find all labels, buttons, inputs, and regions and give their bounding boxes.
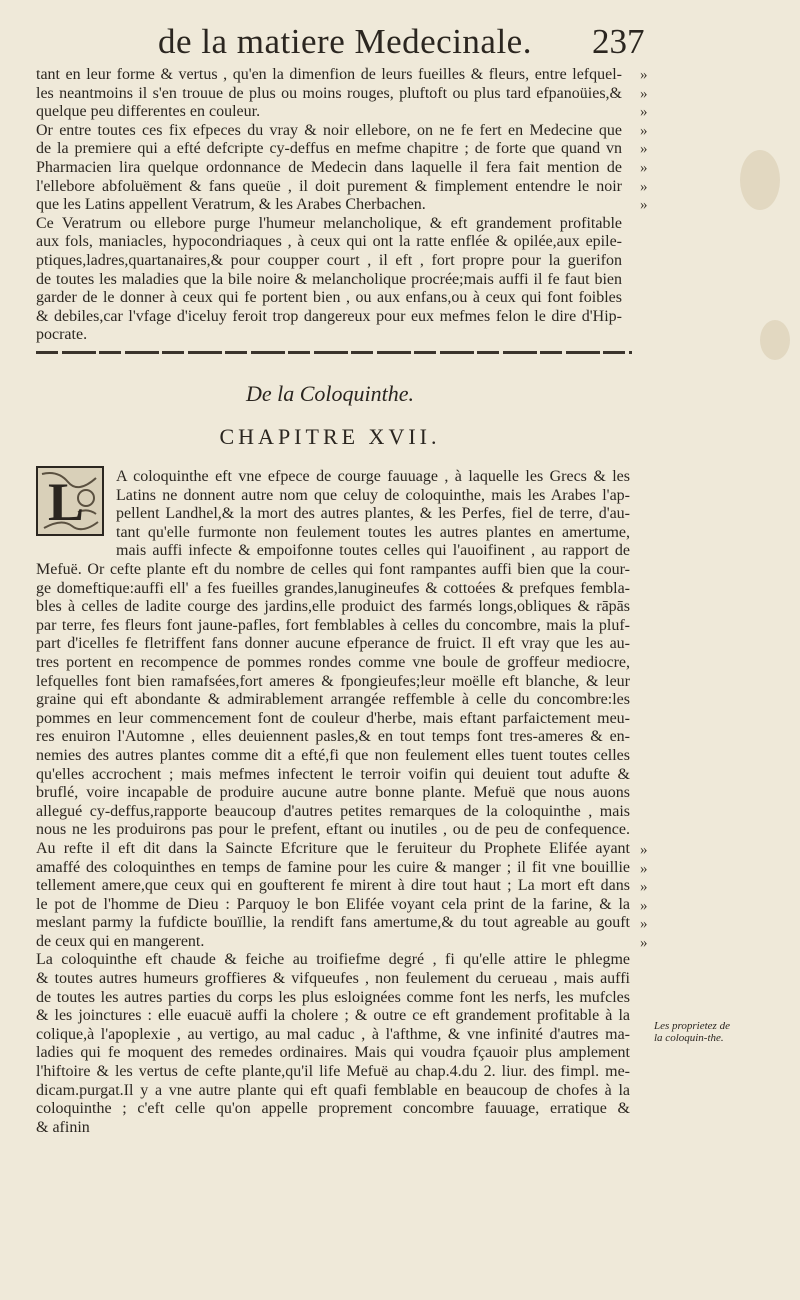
quotation-mark: »	[640, 934, 648, 951]
quotation-mark: »	[640, 85, 648, 102]
text-line: bruflé, voire incapable de produire aucune autre bonne plante. Mefuë que nous auons	[36, 784, 630, 802]
ornamental-rule	[36, 351, 632, 354]
text-line: Au refte il eft dit dans la Saincte Efcriture que le feruiteur du Prophete Elifée ayant	[36, 839, 630, 857]
paper-stain	[740, 150, 780, 210]
quotation-marks-column	[640, 841, 664, 953]
quotation-mark: »	[640, 197, 648, 214]
text-line: lefquelles font bien ramafsées,fort ameres & fpongieufes;leur moëlle eft blanche, & leur	[36, 672, 630, 690]
text-line: colique,à l'apoplexie , au vertigo, au mal caduc , à l'afthme, & vne infinité d'autres ma-	[36, 1025, 630, 1043]
quotation-mark: »	[640, 860, 648, 877]
text-line: quelque peu differentes en couleur.	[36, 103, 261, 121]
text-line: mais auffi infecte & empoifonne toutes celles qui l'auoifinent , au rapport de	[116, 542, 630, 560]
text-line: qu'elles accrochent ; mais mefmes infectent le terroir voifin qui deuient tout adufte &	[36, 765, 630, 783]
text-line: nous ne les produirons pas pour le prefent, eftant ou inutiles , ou de peu de confequence.	[36, 821, 630, 839]
text-line: les neantmoins il s'en trouue de plus ou moins rouges, pluftoft ou plus tard efpanoüies,&	[36, 84, 622, 102]
text-line: & les joinctures : elle euacuë auffi la cholere ; & outre ce eft grandement profitable à la	[36, 1007, 630, 1025]
running-title: de la matiere Medecinale.	[158, 22, 532, 61]
text-line: tant en leur forme & vertus , qu'en la dimenfion de leurs fueilles & fleurs, entre lefquel-	[36, 66, 622, 83]
text-line: allegué cy-deffus,rapporte beaucoup d'autres petites remarques de la coloquinthe , mais	[36, 802, 630, 820]
quotation-mark: »	[640, 842, 648, 858]
text-line: Pharmacien lira quelque ordonnance de Medecin dans laquelle il fera fait mention de	[36, 158, 622, 176]
text-line: bles à celles de ladite courge des jardins,elle produict des farmés longs,obliques & rāpās	[36, 598, 630, 616]
text-line: res enuiron l'Automne , elles deuiennent pasles,& en tout temps font tres-ameres & en-	[36, 728, 630, 746]
text-line: de la premiere qui a efté defcripte cy-deffus en mefme chapitre ; de forte que quand vn	[36, 140, 622, 158]
quotation-mark: »	[640, 879, 648, 896]
text-line: coloquinthe ; c'eft celle qu'on appelle proprement concombre fauuage, erratique &	[36, 1100, 630, 1118]
text-line: nemies des autres plantes comme dit a efté,fi que non feulement elles tuent toutes celles	[36, 746, 630, 764]
quotation-mark: »	[640, 178, 648, 195]
text-line: l'hiftoire & les vertus de cefte plante,qu'il life Mefuë au chap.4.du 2. liur. des fimpl. me-	[36, 1063, 630, 1081]
text-line: meslant parmy la fufdicte bouïllie, la rendift fans amertume,& du tout agreable au gouft	[36, 914, 630, 932]
page-number: 237	[592, 22, 645, 61]
quotation-mark: »	[640, 104, 648, 121]
text-line: garder de le donner à ceux qui fe portent bien , ou aux enfans,ou à ceux qui font foibles	[36, 289, 622, 307]
text-line: pommes en leur commencement font de couleur d'herbe, mais eftant parfaictement meu-	[36, 709, 630, 727]
text-line: de ceux qui en mangerent.	[36, 932, 205, 950]
decorated-initial	[36, 466, 104, 536]
text-line: ge domeftique:auffi ell' a fes fueilles grandes,lanugineufes & cottoées & prefques fembla-	[36, 579, 630, 597]
text-line: tellement amere,que ceux qui en goufterent fe mirent à dire tout haut ; La mort eft dans	[36, 877, 630, 895]
margin-note: Les proprietez de la coloquin-the.	[654, 1020, 730, 1044]
text-line: pocrate.	[36, 326, 88, 344]
text-line: Latins ne donnent autre nom que celuy de coloquinthe, mais les Arabes l'ap-	[116, 486, 630, 504]
paragraph-ellebore	[36, 66, 622, 345]
text-line: aux fols, maniacles, hypocondriaques , à ceux qui ont la ratte enflée & opilée,aux epile-	[36, 233, 622, 251]
quotation-mark: »	[640, 159, 648, 176]
quotation-marks-column	[640, 66, 664, 215]
quotation-mark: »	[640, 67, 648, 83]
text-line: Or entre toutes ces fix efpeces du vray & noir ellebore, on ne fe fert en Medecine que	[36, 121, 622, 139]
text-line: ladies qui fe moquent des remedes ordinaires. Mais qui voudra fçauoir plus amplement	[36, 1044, 630, 1062]
text-line: amaffé des coloquinthes en temps de famine pour les cuire & manger ; il fit vne bouillie	[36, 858, 630, 876]
text-line: & debiles,car l'vfage d'iceluy feroit trop dangereux pour eux mefmes felon le dire d'Hip-	[36, 307, 622, 325]
text-line: Ce Veratrum ou ellebore purge l'humeur melancholique, & eft grandement profitable	[36, 214, 622, 232]
text-line: & afinin	[36, 1118, 90, 1136]
text-line: & toutes autres humeurs groffieres & vifqueufes , non feulement du cerueau , mais auffi	[36, 970, 630, 988]
text-line: ptiques,ladres,quartanaires,& pour coupper court , il eft , fort propre pour la guerifon	[36, 251, 622, 269]
text-line: part d'icelles fe fletriffent fans donner aucune efperance de fruict. Il eft vray que les au-	[36, 635, 630, 653]
initial-letter: L	[48, 472, 85, 532]
text-line: par terre, fes fleurs font jaune-pafles, fort femblables à celles du concombre, mais la pluf-	[36, 616, 630, 634]
text-line: que les Latins appellent Veratrum, & les Arabes Cherbachen.	[36, 196, 426, 214]
text-line: Mefuë. Or cefte plante eft du nombre de celles qui font rampantes auffi bien que la cour-	[36, 561, 630, 578]
text-line: tant qu'elle furmonte non feulement toutes les autres plantes en amertume,	[116, 523, 630, 541]
text-line: l'ellebore abfoluëment & fans queüe , il doit purement & fimplement entendre le noir	[36, 177, 622, 195]
paragraph-coloquinthe	[36, 561, 630, 1137]
quotation-mark: »	[640, 916, 648, 933]
quotation-mark: »	[640, 122, 648, 139]
section-title: De la Coloquinthe.	[245, 381, 415, 406]
text-line: le pot de l'homme de Dieu : Parquoy le bon Elifée voyant cela print de la farine, & la	[36, 895, 630, 913]
chapter-title: CHAPITRE XVII.	[219, 424, 441, 449]
text-line: de toutes les autres parties du corps les plus esloignées comme font les nerfs, les mufcles	[36, 988, 630, 1006]
text-line: dicam.purgat.Il y a vne autre plante qui eft quafi femblable en beaucoup de chofes à la	[36, 1081, 630, 1099]
text-line: La coloquinthe eft chaude & feiche au troifiefme degré , fi qu'elle attire le phlegme	[36, 951, 630, 969]
paper-stain	[760, 320, 790, 360]
text-line: pellent Landhel,& la mort des autres plantes, & les Perfes, fiel de terre, d'au-	[116, 505, 630, 523]
text-line: A coloquinthe eft vne efpece de courge fauuage , à laquelle les Grecs & les	[116, 468, 630, 485]
text-line: tres portent en recompence de pommes rondes comme vne boule de groffeur mediocre,	[36, 653, 630, 671]
text-line: graine qui eft abondante & admirablement arrangée reffemble à celle du concombre:les	[36, 691, 630, 709]
quotation-mark: »	[640, 897, 648, 914]
paragraph-coloquinthe-intro	[116, 468, 630, 561]
text-line: de toutes les maladies que la bile noire & melancholique procrée;mais auffi il fe faut bien	[36, 270, 622, 288]
quotation-mark: »	[640, 141, 648, 158]
page-header	[0, 22, 800, 72]
